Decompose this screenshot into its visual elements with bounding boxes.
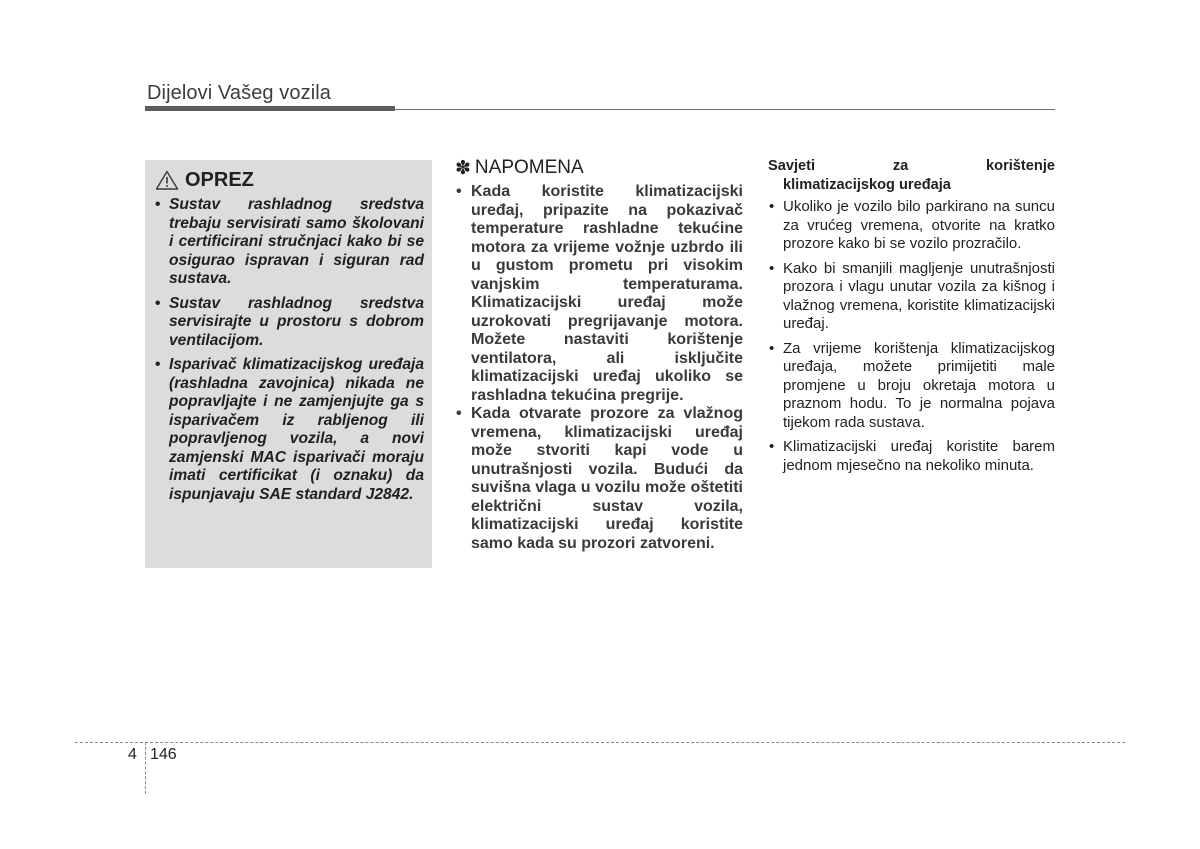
tips-item: • Klimatizacijski uređaj koristite barem jednom mjesečno na nekoliko minuta. [768, 438, 1055, 475]
header-rule-thin [395, 109, 1055, 110]
tips-title-word: korištenje [986, 158, 1055, 174]
page-header-title: Dijelovi Vašeg vozila [147, 82, 332, 104]
note-section [455, 155, 743, 553]
note-item: • Kada koristite klimatizacijski uređaj, pripazite na pokazivač temperature rashladne tekućine motora za vrijeme vožnje uzbrdo ili u gustom prometu pri visokim vanjskim temperaturama. Klimatizacijski uređaj može uzrokovati pregrijavanje motora. Možete nastaviti korištenje ventilatora, ali isključite klimatizacijski uređaj ukoliko se rashladna tekućina pregrije. [455, 183, 743, 405]
caution-item: • Sustav rashladnog sredstva servisirajte u prostoru s dobrom ventilacijom. [155, 295, 424, 351]
tips-title-line1 [768, 157, 1055, 176]
tips-title-line2: klimatizacijskog uređaja [783, 176, 951, 193]
note-list [455, 183, 743, 553]
page-number: 146 [150, 746, 177, 763]
note-title: NAPOMENA [474, 157, 584, 178]
tips-list [768, 198, 1055, 475]
footer-vertical-divider [145, 742, 146, 794]
caution-box [145, 160, 432, 568]
chapter-number: 4 [128, 746, 137, 763]
warning-triangle-icon [155, 170, 179, 190]
caution-header [155, 168, 424, 192]
tips-item: • Kako bi smanjili magljenje unutrašnjosti prozora i vlagu unutar vozila za kišnog i vlažnog vremena, koristite klimatizacijski uređaj. [768, 260, 1055, 334]
footer-divider [75, 742, 1125, 743]
asterisk-icon: ✽ [455, 157, 471, 179]
tips-item: • Za vrijeme korištenja klimatizacijskog uređaja, možete primijetiti male promjene u broju okretaja motora u praznom hodu. To je normalna pojava tijekom rada sustava. [768, 340, 1055, 433]
header-rule-thick [145, 106, 395, 111]
tips-title [768, 157, 1055, 194]
caution-list [155, 196, 424, 504]
note-item: • Kada otvarate prozore za vlažnog vremena, klimatizacijski uređaj može stvoriti kapi vode u unutrašnjosti vozila. Budući da suvišna vlaga u vozilu može oštetiti električni sustav vozila, klimatizacijski uređaj koristite samo kada su prozori zatvoreni. [455, 405, 743, 553]
tips-section [768, 157, 1055, 481]
tips-title-word: Savjeti [768, 158, 816, 174]
caution-title: OPREZ [185, 168, 254, 191]
caution-item: • Isparivač klimatizacijskog uređaja (rashladna zavojnica) nikada ne popravljajte i ne zamjenjujte ga s isparivačem iz rabljenog ili popravljenog vozila, a novi zamjenski MAC isparivači moraju imati certificikat (i oznaku) da ispunjavaju SAE standard J2842. [155, 356, 424, 504]
tips-title-word: za [892, 158, 909, 174]
tips-item: • Ukoliko je vozilo bilo parkirano na suncu za vrućeg vremena, otvorite na kratko prozore kako bi se vozilo prozračilo. [768, 198, 1055, 254]
caution-item: • Sustav rashladnog sredstva trebaju servisirati samo školovani i certificirani stručnjaci kako bi se osigurao ispravan i siguran rad sustava. [155, 196, 424, 289]
note-header [455, 155, 743, 181]
